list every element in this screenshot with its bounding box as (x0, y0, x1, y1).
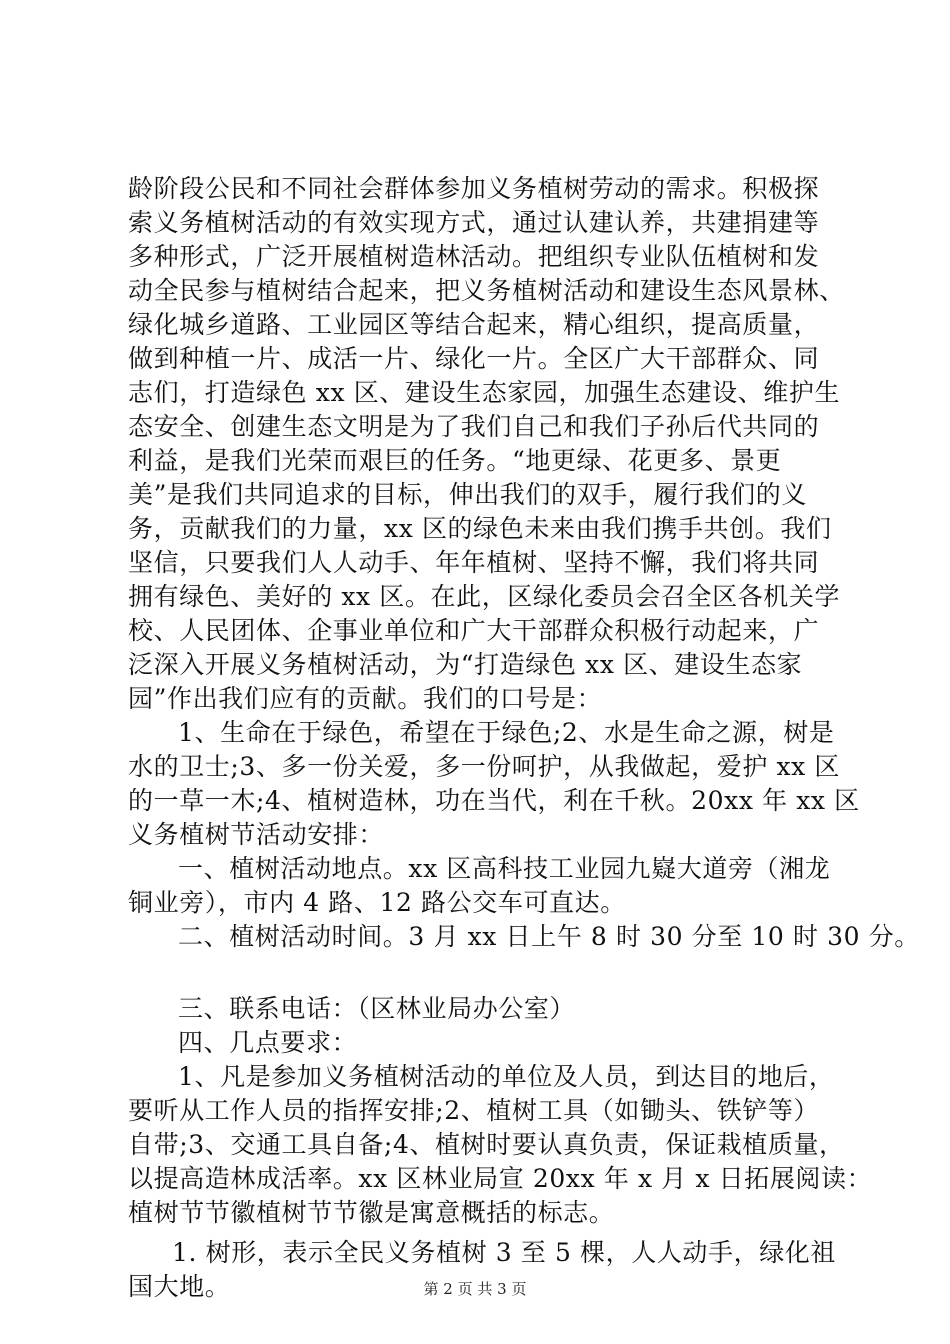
paragraph-line: 要听从工作人员的指挥安排;2、植树工具（如锄头、铁铲等） (128, 1096, 820, 1125)
paragraph-line: 校、人民团体、企事业单位和广大干部群众积极行动起来，广 (128, 616, 820, 645)
paragraph-line: 龄阶段公民和不同社会群体参加义务植树劳动的需求。积极探 (128, 174, 820, 203)
paragraph-line: 坚信，只要我们人人动手、年年植树、坚持不懈，我们将共同 (128, 548, 820, 577)
paragraph-line: 三、联系电话：（区林业局办公室） (178, 994, 576, 1023)
paragraph-line: 铜业旁），市内 4 路、12 路公交车可直达。 (128, 888, 626, 917)
paragraph-line: 自带;3、交通工具自备;4、植树时要认真负责，保证栽植质量， (128, 1130, 845, 1159)
paragraph-line: 务，贡献我们的力量，xx 区的绿色未来由我们携手共创。我们 (128, 514, 832, 543)
paragraph-line: 一、植树活动地点。xx 区高科技工业园九嶷大道旁（湘龙 (178, 854, 831, 883)
paragraph-line: 利益，是我们光荣而艰巨的任务。“地更绿、花更多、景更 (128, 446, 782, 475)
paragraph-line: 索义务植树活动的有效实现方式，通过认建认养，共建捐建等 (128, 208, 820, 237)
paragraph-line: 国大地。 (128, 1272, 231, 1301)
paragraph-line: 的一草一木;4、植树造林，功在当代，利在千秋。20xx 年 xx 区 (128, 786, 860, 815)
paragraph-line: 泛深入开展义务植树活动，为“打造绿色 xx 区、建设生态家 (128, 650, 803, 679)
paragraph-line: 植树节节徽植树节节徽是寓意概括的标志。 (128, 1198, 615, 1227)
paragraph-line: 多种形式，广泛开展植树造林活动。把组织专业队伍植树和发 (128, 242, 820, 271)
paragraph-line: 美”是我们共同追求的目标，伸出我们的双手，履行我们的义 (128, 480, 807, 509)
paragraph-line: 园”作出我们应有的贡献。我们的口号是： (128, 684, 603, 713)
paragraph-line: 动全民参与植树结合起来，把义务植树活动和建设生态风景林、 (128, 276, 845, 305)
paragraph-line: 义务植树节活动安排： (128, 820, 385, 849)
paragraph-line: 做到种植一片、成活一片、绿化一片。全区广大干部群众、同 (128, 344, 820, 373)
paragraph-line: 拥有绿色、美好的 xx 区。在此，区绿化委员会召全区各机关学 (128, 582, 841, 611)
paragraph-line: 1、凡是参加义务植树活动的单位及人员，到达目的地后， (178, 1062, 835, 1091)
paragraph-line: 以提高造林成活率。xx 区林业局宣 20xx 年 x 月 x 日拓展阅读： (128, 1164, 873, 1193)
paragraph-line: 四、几点要求： (178, 1028, 358, 1057)
paragraph-line: 志们，打造绿色 xx 区、建设生态家园，加强生态建设、维护生 (128, 378, 841, 407)
paragraph-line: 绿化城乡道路、工业园区等结合起来，精心组织，提高质量， (128, 310, 820, 339)
paragraph-line: 二、植树活动时间。3 月 xx 日上午 8 时 30 分至 10 时 30 分。 (178, 922, 920, 951)
paragraph-line: 1. 树形，表示全民义务植树 3 至 5 棵，人人动手，绿化祖 (172, 1238, 836, 1267)
paragraph-line: 水的卫士;3、多一份关爱，多一份呵护，从我做起，爱护 xx 区 (128, 752, 841, 781)
paragraph-line: 1、生命在于绿色，希望在于绿色;2、水是生命之源，树是 (178, 718, 835, 747)
paragraph-line: 态安全、创建生态文明是为了我们自己和我们子孙后代共同的 (128, 412, 820, 441)
page-number-footer: 第 2 页 共 3 页 (423, 1280, 527, 1298)
